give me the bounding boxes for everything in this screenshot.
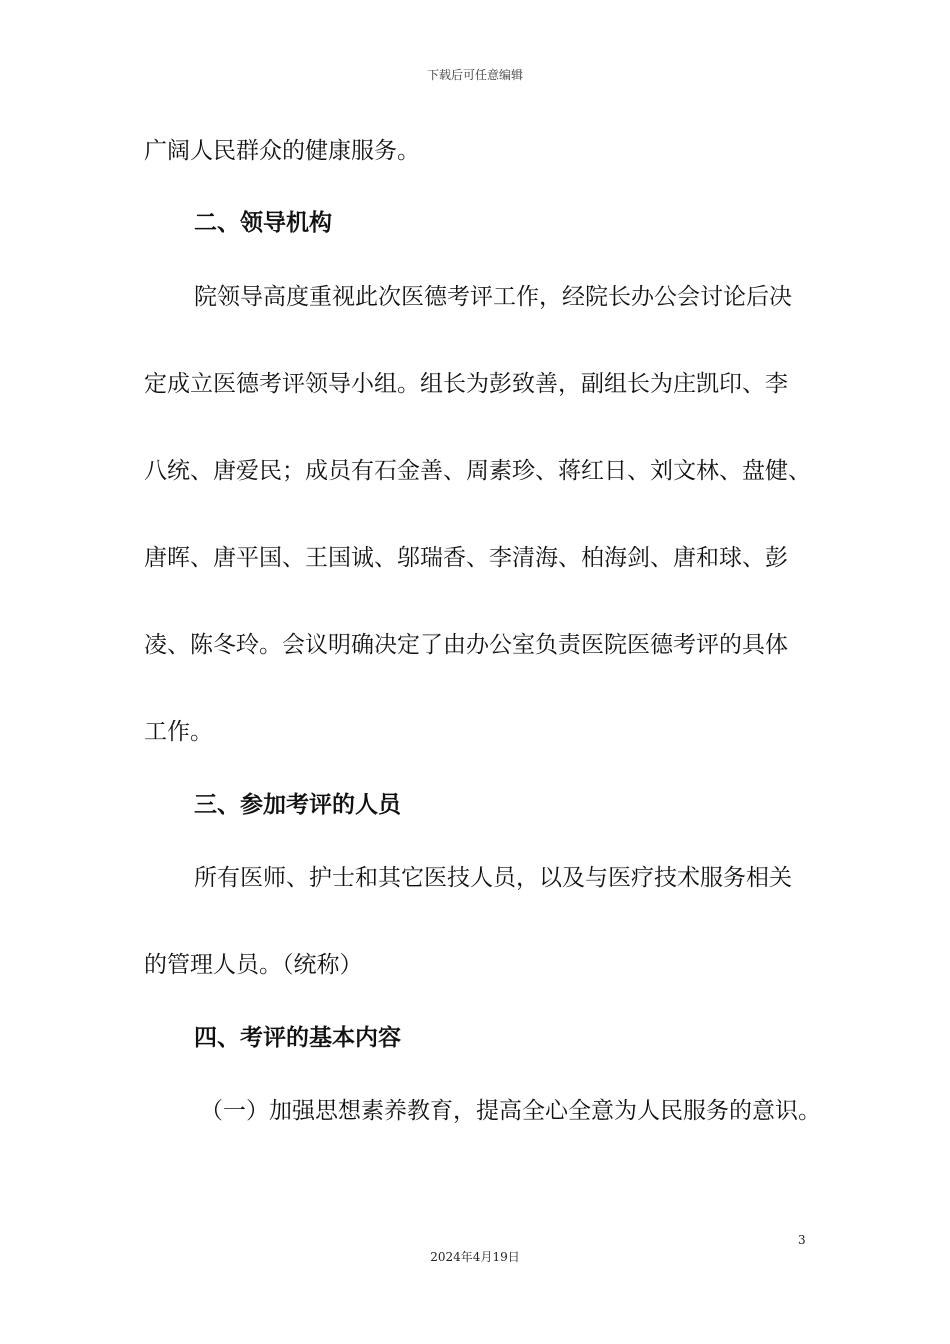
paragraph-line: 八统、唐爱民；成员有石金善、周素珍、蒋红日、刘文林、盘健、 [144,458,811,484]
body-line-continuation: 广阔人民群众的健康服务。 [144,138,420,164]
paragraph-line: 凌、陈冬玲。会议明确决定了由办公室负责医院医德考评的具体 [144,632,788,658]
page-header: 下载后可任意编辑 [426,68,523,82]
section-heading-leadership: 二、领导机构 [194,210,332,236]
paragraph-line: 定成立医德考评领导小组。组长为彭致善，副组长为庄凯印、李 [144,371,788,397]
subsection-line: （一）加强思想素养教育，提高全心全意为人民服务的意识。 [200,1098,821,1124]
section-heading-participants: 三、参加考评的人员 [194,792,401,818]
paragraph-line: 工作。 [144,719,213,745]
paragraph-line: 所有医师、护士和其它医技人员，以及与医疗技术服务相关 [194,865,792,891]
page-number: 3 [798,1233,806,1247]
paragraph-line: 院领导高度重视此次医德考评工作，经院长办公会讨论后决 [194,284,792,310]
paragraph-line: 唐晖、唐平国、王国诚、邬瑞香、李清海、柏海剑、唐和球、彭 [144,545,788,571]
paragraph-line: 的管理人员。（统称） [144,952,363,978]
footer-date: 2024年4月19日 [430,1250,520,1264]
section-heading-contents: 四、考评的基本内容 [194,1025,401,1051]
